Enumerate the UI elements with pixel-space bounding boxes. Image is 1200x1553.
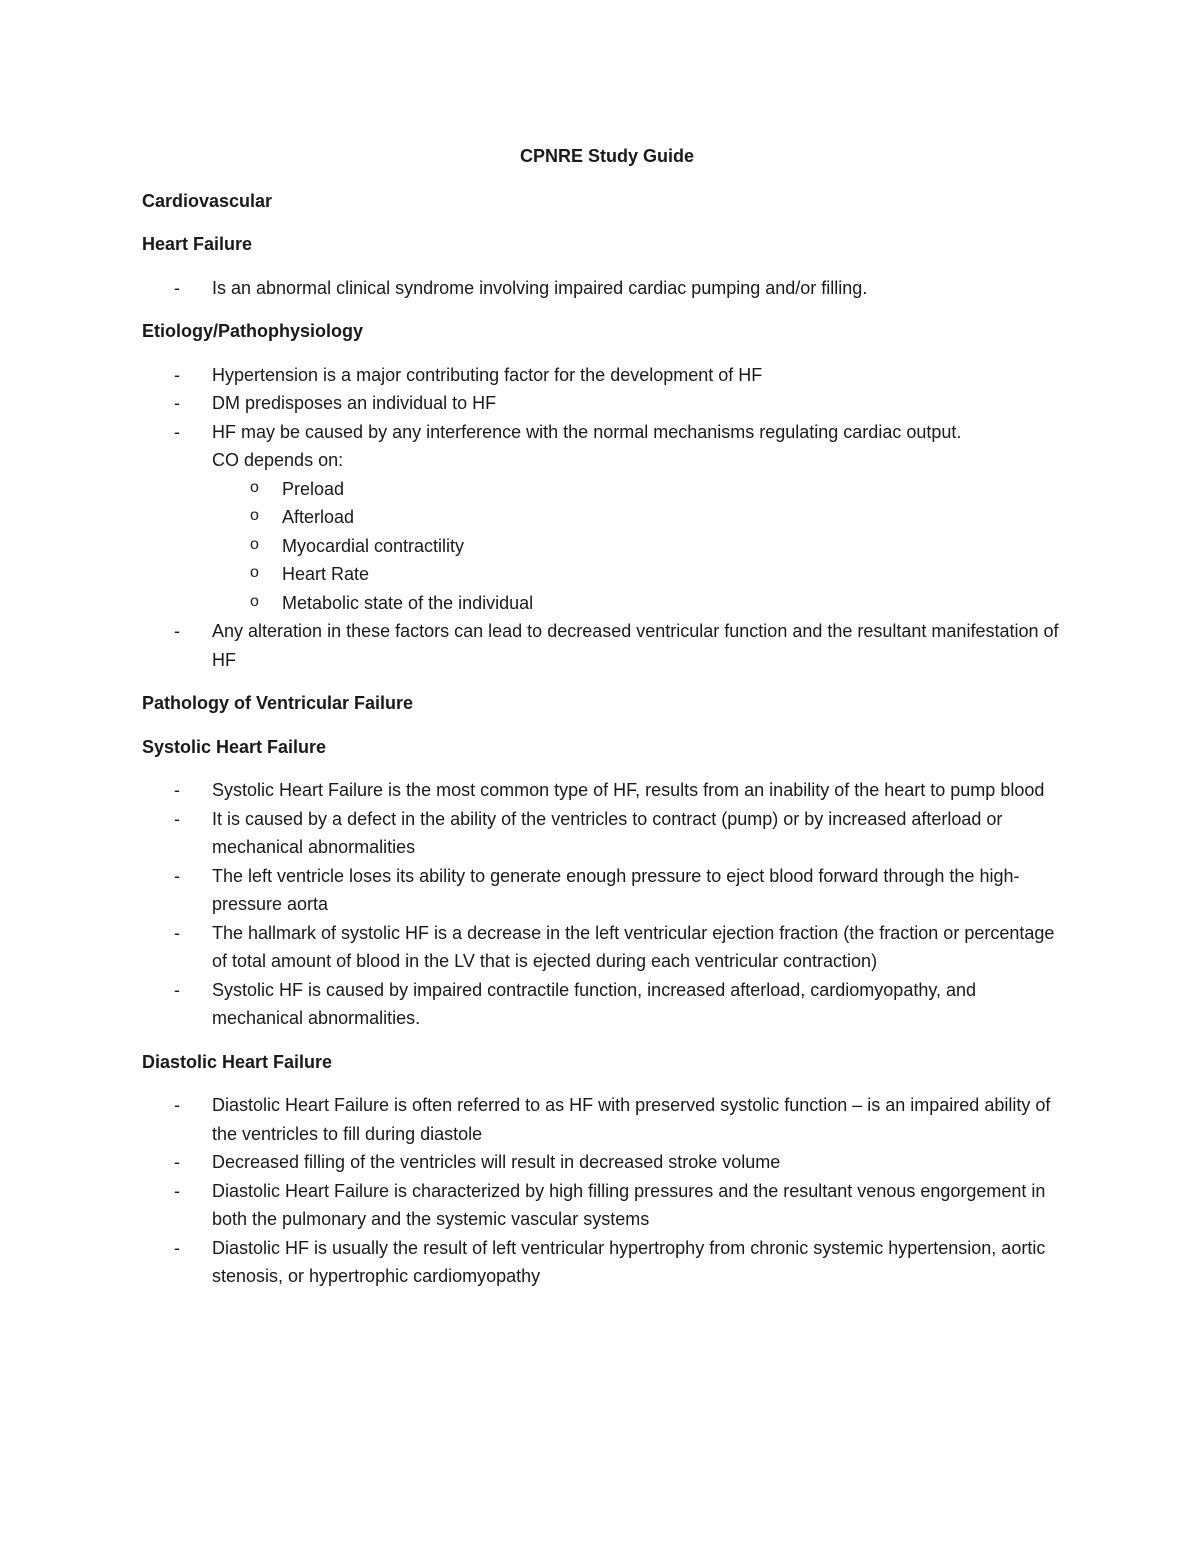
sub-list-item — [212, 475, 1072, 504]
heading-etiology-pathophysiology: Etiology/Pathophysiology — [142, 321, 364, 341]
dash-bullet: - — [174, 1180, 180, 1201]
circle-bullet: o — [250, 507, 259, 524]
dash-bullet: - — [174, 277, 180, 298]
etiology-list — [142, 361, 1072, 675]
systolic-list — [142, 776, 1072, 1033]
list-item — [142, 1091, 1072, 1148]
heart-failure-list — [142, 274, 1072, 303]
dash-bullet: - — [174, 421, 180, 442]
list-item-text: Hypertension is a major contributing factor for the development of HF — [212, 364, 763, 385]
list-item-text: Is an abnormal clinical syndrome involving impaired cardiac pumping and/or filling. — [212, 277, 868, 298]
list-item — [142, 389, 1072, 418]
list-item — [142, 776, 1072, 805]
list-item — [142, 976, 1072, 1033]
circle-bullet: o — [250, 564, 259, 581]
sub-list-item — [212, 589, 1072, 618]
list-item — [142, 862, 1072, 919]
document-content — [142, 142, 1072, 1306]
dash-bullet: - — [174, 865, 180, 886]
list-item-text: HF may be caused by any interference with the normal mechanisms regulating cardiac output. — [212, 421, 962, 442]
list-item — [142, 1234, 1072, 1291]
list-item — [142, 274, 1072, 303]
list-item — [142, 1148, 1072, 1177]
heading-pathology-ventricular-failure: Pathology of Ventricular Failure — [142, 693, 414, 713]
dash-bullet: - — [174, 1095, 180, 1115]
dash-bullet: - — [174, 922, 180, 943]
list-item-text: Decreased filling of the ventricles will result in decreased stroke volume — [212, 1152, 781, 1172]
dash-bullet: - — [174, 364, 180, 385]
list-item — [142, 361, 1072, 390]
sub-list-item-text: Heart Rate — [282, 564, 370, 584]
dash-bullet: - — [174, 393, 180, 413]
list-item-text: The left ventricle loses its ability to generate enough pressure to eject blood forward through the high-pressure aorta — [212, 865, 1020, 914]
list-item-text: Diastolic HF is usually the result of left ventricular hypertrophy from chronic systemic hypertension, aortic stenosis, or hypertrophic cardiomyopathy — [212, 1237, 1046, 1286]
list-item-text: It is caused by a defect in the ability of the ventricles to contract (pump) or by increased afterload or mechanical abnormalities — [212, 808, 1003, 857]
heading-systolic-heart-failure: Systolic Heart Failure — [142, 736, 327, 757]
list-item-text: The hallmark of systolic HF is a decrease in the left ventricular ejection fraction (the fraction or percentage of total amount of blood in the LV that is ejected during each ventricular contraction) — [212, 922, 1055, 971]
list-item — [142, 418, 1072, 618]
co-factors-list — [212, 475, 1072, 618]
circle-bullet: o — [250, 535, 259, 553]
sub-list-item — [212, 503, 1072, 532]
list-item — [142, 1177, 1072, 1234]
list-item-text: Systolic Heart Failure is the most common type of HF, results from an inability of the heart to pump blood — [212, 780, 1045, 800]
heading-diastolic-heart-failure: Diastolic Heart Failure — [142, 1051, 333, 1072]
section-heading-cardiovascular: Cardiovascular — [142, 190, 273, 211]
sub-list-item — [212, 532, 1072, 561]
sub-list-item-text: Afterload — [282, 507, 355, 527]
dash-bullet: - — [174, 1152, 180, 1172]
circle-bullet: o — [250, 592, 259, 610]
list-item-text: DM predisposes an individual to HF — [212, 393, 497, 413]
sub-list-item — [212, 560, 1072, 589]
list-item-text: Diastolic Heart Failure is characterized by high filling pressures and the resultant venous engorgement in both the pulmonary and the systemic vascular systems — [212, 1180, 1046, 1229]
dash-bullet: - — [174, 808, 180, 829]
heading-heart-failure: Heart Failure — [142, 234, 253, 254]
list-item — [142, 617, 1072, 674]
sub-list-item-text: Metabolic state of the individual — [282, 592, 534, 613]
co-intro-text: CO depends on: — [212, 450, 344, 470]
list-item — [142, 805, 1072, 862]
dash-bullet: - — [174, 979, 180, 1000]
diastolic-list — [142, 1091, 1072, 1291]
dash-bullet: - — [174, 1237, 180, 1258]
dash-bullet: - — [174, 780, 180, 800]
dash-bullet: - — [174, 621, 180, 641]
list-item-text: Diastolic Heart Failure is often referred to as HF with preserved systolic function – is an impaired ability of the ventricles to fill during diastole — [212, 1095, 1051, 1144]
list-item-text: Systolic HF is caused by impaired contractile function, increased afterload, cardiomyopathy, and mechanical abnormalities. — [212, 979, 977, 1028]
document-title: CPNRE Study Guide — [519, 146, 694, 166]
sub-list-item-text: Myocardial contractility — [282, 535, 465, 556]
sub-list-item-text: Preload — [282, 478, 345, 499]
circle-bullet: o — [250, 478, 259, 496]
list-item-text: Any alteration in these factors can lead to decreased ventricular function and the resultant manifestation of HF — [212, 621, 1059, 670]
list-item — [142, 919, 1072, 976]
